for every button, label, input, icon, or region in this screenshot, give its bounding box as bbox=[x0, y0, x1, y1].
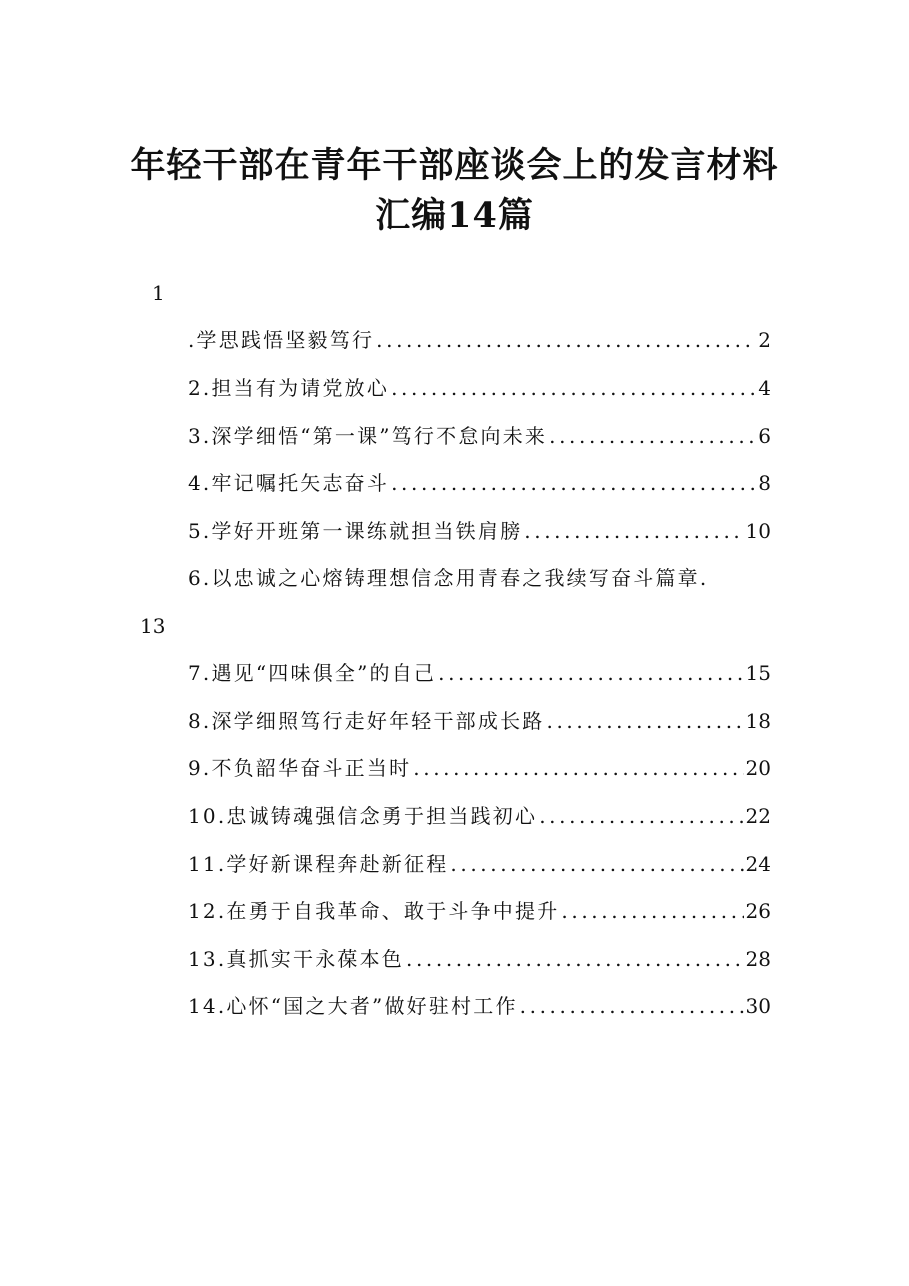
document-title-line-1: 年轻干部在青年干部座谈会上的发言材料 bbox=[130, 145, 779, 186]
toc-leader-dots bbox=[537, 801, 743, 831]
toc-entry-2[interactable] bbox=[188, 373, 771, 403]
toc-entry-4[interactable] bbox=[188, 468, 771, 498]
toc-entry-page: 2 bbox=[758, 328, 771, 352]
toc-entry-page: 22 bbox=[745, 804, 771, 828]
toc-entry-page: 18 bbox=[745, 709, 771, 733]
toc-entry-label: 8.深学细照笃行走好年轻干部成长路 bbox=[188, 709, 545, 733]
toc-entry-5[interactable] bbox=[188, 516, 771, 546]
toc-entry-11[interactable] bbox=[188, 849, 771, 879]
toc-entry-14[interactable] bbox=[188, 991, 771, 1021]
toc-leader-dots bbox=[522, 516, 743, 546]
toc-entry-page: 10 bbox=[745, 519, 771, 543]
toc-entry-page: 15 bbox=[745, 661, 771, 685]
toc-leader-dots bbox=[389, 373, 756, 403]
toc-entry-label: 10.忠诚铸魂强信念勇于担当践初心 bbox=[188, 804, 538, 828]
toc-entry-1[interactable] bbox=[188, 325, 771, 355]
toc-entry-3[interactable] bbox=[188, 421, 771, 451]
toc-entry-label: 11.学好新课程奔赴新征程 bbox=[188, 852, 449, 876]
toc-leader-dots bbox=[544, 706, 743, 736]
toc-entry-9[interactable] bbox=[188, 753, 771, 783]
toc-leader-dots bbox=[518, 991, 744, 1021]
toc-leader-dots bbox=[547, 421, 756, 451]
toc-entry-12[interactable] bbox=[188, 896, 771, 926]
toc-entry-8[interactable] bbox=[188, 706, 771, 736]
toc-entry-label: 3.深学细悟“第一课”笃行不怠向未来 bbox=[188, 424, 548, 448]
toc-entry-label: .学思践悟坚毅笃行 bbox=[188, 328, 375, 352]
toc-leader-dots bbox=[436, 658, 743, 688]
toc-entry-page: 6 bbox=[758, 424, 771, 448]
toc-entry-page: 20 bbox=[745, 756, 771, 780]
toc-entry-label: 7.遇见“四味俱全”的自己 bbox=[188, 661, 437, 685]
toc-entry-page: 28 bbox=[745, 947, 771, 971]
toc-leader-dots bbox=[559, 896, 743, 926]
toc-entry-label: 9.不负韶华奋斗正当时 bbox=[188, 756, 412, 780]
toc-entry-7[interactable] bbox=[188, 658, 771, 688]
toc-entry-6-page-wrapped: 13 bbox=[140, 614, 166, 638]
toc-entry-label: 5.学好开班第一课练就担当铁肩膀 bbox=[188, 519, 523, 543]
toc-entry-label: 2.担当有为请党放心 bbox=[188, 376, 390, 400]
toc-leader-dots bbox=[448, 849, 743, 879]
toc-first-number: 1 bbox=[152, 281, 165, 305]
toc-entry-page: 24 bbox=[745, 852, 771, 876]
toc-leader-dots bbox=[374, 325, 756, 355]
toc-entry-label: 13.真抓实干永葆本色 bbox=[188, 947, 405, 971]
toc-entry-page: 4 bbox=[758, 376, 771, 400]
toc-entry-label: 14.心怀“国之大者”做好驻村工作 bbox=[188, 994, 518, 1018]
toc-entry-13[interactable] bbox=[188, 944, 771, 974]
toc-entry-10[interactable] bbox=[188, 801, 771, 831]
toc-entry-6[interactable] bbox=[188, 563, 788, 593]
toc-entry-label: 4.牢记嘱托矢志奋斗 bbox=[188, 471, 390, 495]
toc-leader-dots bbox=[411, 753, 743, 783]
toc-entry-page: 8 bbox=[758, 471, 771, 495]
document-title-line-2: 汇编14篇 bbox=[375, 195, 534, 236]
toc-leader-dots bbox=[404, 944, 744, 974]
toc-entry-page: 30 bbox=[745, 994, 771, 1018]
toc-entry-label: 6.以忠诚之心熔铸理想信念用青春之我续写奋斗篇章. bbox=[188, 566, 709, 590]
toc-entry-page: 26 bbox=[745, 899, 771, 923]
toc-entry-label: 12.在勇于自我革命、敢于斗争中提升 bbox=[188, 899, 560, 923]
toc-leader-dots bbox=[389, 468, 756, 498]
